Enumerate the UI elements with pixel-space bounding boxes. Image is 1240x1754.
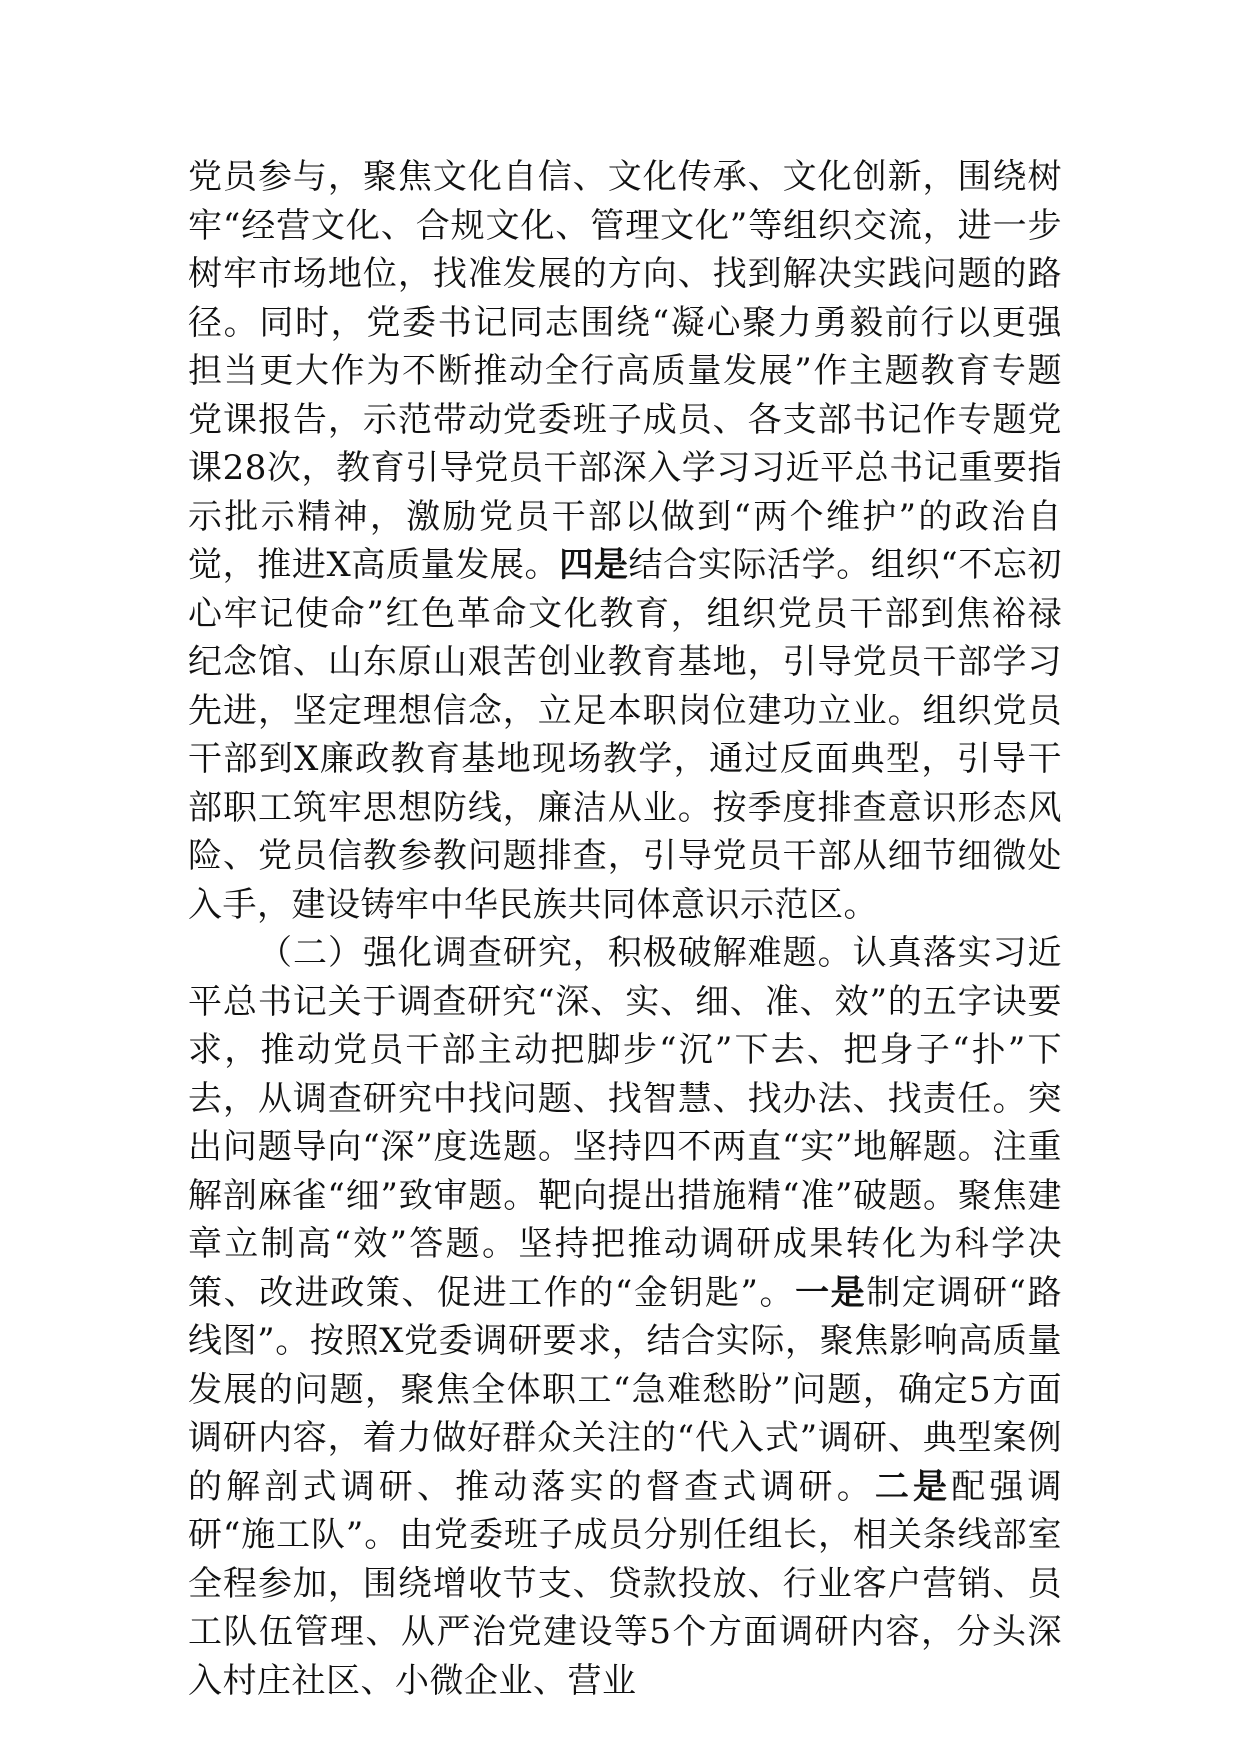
paragraph-1-keyword-4: 四是 <box>559 545 629 585</box>
paragraph-1-text-1: 党员参与，聚焦文化自信、文化传承、文化创新，围绕树牢“经营文化、合规文化、管理文化”等组织交流，进一步树牢市场地位，找准发展的方向、找到解决实践问题的路径。同时，党委书记同志围绕“凝心聚力勇毅前行以更强担当更大作为不断推动全行高质量发展”作主题教育专题党课报告，示范带动党委班子成员、各支部书记作专题党课28次，教育引导党员干部深入学习习近平总书记重要指示批示精神，激励党员干部以做到“两个维护”的政治自觉，推进X高质量发展。 <box>188 157 1062 585</box>
paragraph-2-text-1: （二）强化调查研究，积极破解难题。认真落实习近平总书记关于调查研究“深、实、细、准、效”的五字诀要求，推动党员干部主动把脚步“沉”下去、把身子“扑”下去，从调查研究中找问题、找智慧、找办法、找责任。突出问题导向“深”度选题。坚持四不两直“实”地解题。注重解剖麻雀“细”致审题。靶向提出措施精“准”破题。聚焦建章立制高“效”答题。坚持把推动调研成果转化为科学决策、改进政策、促进工作的“金钥匙”。 <box>188 933 1062 1313</box>
paragraph-2-keyword-1: 一是 <box>795 1272 867 1313</box>
paragraph-2 <box>188 929 1062 1705</box>
paragraph-2-text-3: 配强调研“施工队”。由党委班子成员分别任组长，相关条线部室全程参加，围绕增收节支、贷款投放、行业客户营销、员工队伍管理、从严治党建设等5个方面调研内容，分头深入村庄社区、小微企业、营业 <box>188 1466 1063 1701</box>
paragraph-2-text-2: 制定调研“路线图”。按照X党委调研要求，结合实际，聚焦影响高质量发展的问题，聚焦全体职工“急难愁盼”问题，确定5方面调研内容，着力做好群众关注的“代入式”调研、典型案例的解剖式调研、推动落实的督查式调研。 <box>188 1272 1063 1507</box>
document-body <box>188 153 1062 1705</box>
paragraph-2-keyword-2: 二是 <box>874 1466 952 1507</box>
paragraph-1 <box>188 153 1062 929</box>
paragraph-1-text-2: 结合实际活学。组织“不忘初心牢记使命”红色革命文化教育，组织党员干部到焦裕禄纪念馆、山东原山艰苦创业教育基地，引导党员干部学习先进，坚定理想信念，立足本职岗位建功立业。组织党员干部到X廉政教育基地现场教学，通过反面典型，引导干部职工筑牢思想防线，廉洁从业。按季度排查意识形态风险、党员信教参教问题排查，引导党员干部从细节细微处入手，建设铸牢中华民族共同体意识示范区。 <box>188 545 1062 925</box>
